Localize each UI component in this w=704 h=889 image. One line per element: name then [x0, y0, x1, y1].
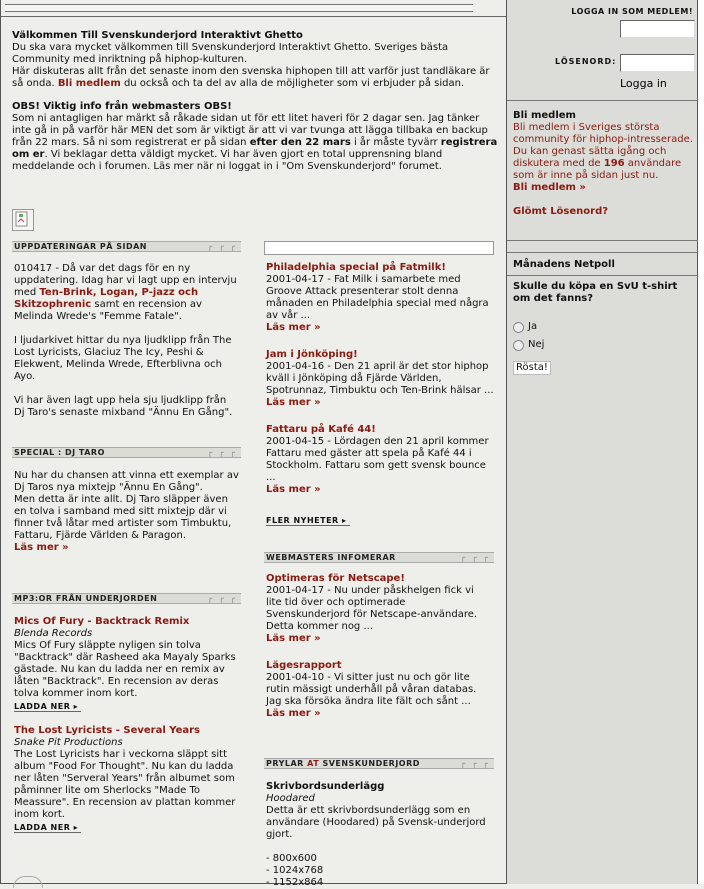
- welcome-text-3: du också och ta del av alla de möjligheter som vi erbjuder på sidan.: [120, 78, 465, 89]
- poll-body: [513, 281, 693, 375]
- updates-section: [12, 241, 241, 431]
- webmaster-read-more[interactable]: Läs mer »: [266, 708, 321, 719]
- news-text: 2001-04-16 - Den 21 april är det stor hiphop kväll i Jönköping då Fjärde Världen, Spotrunnaz, Timbuktu och Ten-Brink hälsar ...: [266, 361, 494, 396]
- top-bar: [5, 4, 473, 12]
- webmaster-text: 2001-04-17 - Nu under påskhelgen fick vi lite tid över och optimerade Svenskunderjord för Netscape-användare. Detta kommer nog ...: [266, 585, 478, 632]
- mp3-text: Mics Of Fury släppte nyligen sin tolva "Backtrack" där Rasheed aka Mayaly Sparks gästade. Nu kan du ladda ner en remix av låten "Backtrack". En recension av deras tolva kommer inom kort.: [14, 640, 236, 699]
- divider: [507, 100, 698, 101]
- join-link[interactable]: Bli medlem »: [513, 182, 586, 193]
- webmaster-title[interactable]: Lägesrapport: [266, 660, 342, 671]
- password-label: LÖSENORD:: [555, 57, 617, 66]
- welcome-text-2: Här diskuteras allt från det senaste inom den svenska hiphopen till att varför just tandläkare är så onda.: [12, 66, 490, 89]
- news-item: [266, 349, 494, 409]
- news-text: 2001-04-17 - Fat Milk i samarbete med Groove Attack presenterar stolt denna månaden en Philadelphia special med några av vår ...: [266, 274, 489, 321]
- news-item: [266, 424, 494, 496]
- online-count: 196: [603, 158, 625, 169]
- webmaster-read-more[interactable]: Läs mer »: [266, 633, 321, 644]
- news-section: [266, 262, 494, 527]
- divider: [507, 240, 698, 241]
- updates-text-3: Vi har även lagt upp hela sju ljudklipp från Dj Taro's senaste mixband "Ännu En Gång".: [14, 395, 233, 418]
- password-input[interactable]: [620, 54, 695, 72]
- radio-button[interactable]: [513, 340, 524, 351]
- webmaster-item: [266, 573, 492, 645]
- mp3-item: [14, 616, 239, 713]
- special-text-2: Men detta är inte allt. Dj Taro släpper även en tolva i samband med sitt mixtejp där vi finner två låtar med artister som Timbuktu, Fattaru, Fjärde Världen & Paragon.: [14, 494, 232, 541]
- special-header: SPECIAL : DJ TARO ┌ ┌ ┌: [12, 447, 241, 458]
- prylar-section: [264, 758, 494, 889]
- mp3-label: Snake Pit Productions: [14, 737, 123, 748]
- download-button[interactable]: LADDA NER ▸: [14, 702, 81, 712]
- download-button[interactable]: LADDA NER ▸: [14, 823, 81, 833]
- updates-header: UPPDATERINGAR PÅ SIDAN ┌ ┌ ┌: [12, 241, 241, 252]
- more-news-button[interactable]: FLER NYHETER ▸: [266, 516, 350, 526]
- webmasters-section: [264, 552, 494, 732]
- size-link[interactable]: - 1024x768: [266, 865, 324, 876]
- member-text-b: användare som är inne på sidan just nu.: [513, 158, 682, 181]
- mp3-text: The Lost Lyricists har i veckorna släppt sitt album "Food For Thought". Nu kan du ladda ner låten "Serveral Years" från albumet som påminner lite om Sherlocks "Made To Meassure". En recension av plattan kommer inom kort.: [14, 749, 236, 820]
- obs-text-d: registrera om er: [12, 137, 498, 160]
- divider: [507, 275, 698, 276]
- vote-button[interactable]: Rösta!: [513, 361, 551, 375]
- mp3-section: [12, 593, 241, 834]
- special-read-more[interactable]: Läs mer »: [14, 542, 69, 553]
- avatar: [13, 876, 43, 888]
- news-read-more[interactable]: Läs mer »: [266, 397, 321, 408]
- obs-text-b: efter den 22 mars: [249, 137, 351, 148]
- poll-title: Månadens Netpoll: [513, 259, 615, 270]
- news-title[interactable]: Jam i Jönköping!: [266, 349, 358, 360]
- login-button[interactable]: Logga in: [620, 77, 667, 90]
- obs-text-c: i år måste tyvärr: [350, 137, 441, 148]
- updates-text-2: I ljudarkivet hittar du nya ljudklipp från The Lost Lyricists, Glaciuz The Icy, Peshi & Elekwent, Melinda Wrede, Efterblivna och Ayo.: [14, 335, 232, 382]
- news-item: [266, 262, 494, 334]
- login-title: LOGGA IN SOM MEDLEM!: [571, 7, 693, 16]
- mp3-title[interactable]: The Lost Lyricists - Several Years: [14, 725, 200, 736]
- radio-button[interactable]: [513, 322, 524, 333]
- page-edge: [698, 0, 704, 884]
- size-link[interactable]: - 800x600: [266, 853, 317, 864]
- news-read-more[interactable]: Läs mer »: [266, 322, 321, 333]
- news-title[interactable]: Fattaru på Kafé 44!: [266, 424, 376, 435]
- prylar-header: PRYLAR AT SVENSKUNDERJORD ┌ ┌ ┌: [264, 758, 494, 769]
- special-text-1: Nu har du chansen att vinna ett exemplar av Dj Taros nya mixtejp "Ännu En Gång".: [14, 470, 239, 493]
- updates-text-1: 010417 - Då var det dags för en ny uppdatering. Idag har vi lagt upp en intervju med Ten-Brink, Logan, P-jazz och Skitzophrenic samt en recension av Melinda Wrede's "Femme Fatale".: [14, 263, 237, 322]
- prylar-author: Hoodared: [266, 793, 315, 804]
- mp3-header: MP3:OR FRÅN UNDERJORDEN ┌ ┌ ┌: [12, 593, 241, 604]
- member-title: Bli medlem: [513, 110, 576, 121]
- news-title[interactable]: Philadelphia special på Fatmilk!: [266, 262, 446, 273]
- mp3-label: Blenda Records: [14, 628, 93, 639]
- poll-question: Skulle du köpa en SvU t-shirt om det fanns?: [513, 281, 678, 304]
- mp3-item: [14, 725, 239, 834]
- webmaster-text: 2001-04-10 - Vi sitter just nu och gör lite rutin mässigt underhåll på våran databas. Jag ska försöka ändra lite fält och sånt ...: [266, 672, 477, 707]
- poll-option[interactable]: Ja: [513, 321, 693, 333]
- webmasters-header: WEBMASTERS INFOMERAR ┌ ┌ ┌: [264, 552, 494, 563]
- interview-link[interactable]: Ten-Brink, Logan, P-jazz och Skitzophrenic: [14, 287, 199, 310]
- member-block: [513, 110, 693, 218]
- mp3-title[interactable]: Mics Of Fury - Backtrack Remix: [14, 616, 190, 627]
- poll-option[interactable]: Nej: [513, 339, 693, 351]
- sidebar: [507, 0, 698, 884]
- special-section: [12, 447, 241, 554]
- news-input[interactable]: [264, 241, 494, 255]
- news-read-more[interactable]: Läs mer »: [266, 484, 321, 495]
- poll-block: [513, 259, 693, 271]
- obs-title: OBS! Viktig info från webmasters OBS!: [12, 101, 232, 112]
- prylar-title[interactable]: Skrivbordsunderlägg: [266, 781, 385, 792]
- username-input[interactable]: [620, 20, 695, 38]
- forgot-password-link[interactable]: Glömt Lösenord?: [513, 206, 609, 217]
- intro: [12, 30, 498, 184]
- prylar-text: Detta är ett skrivbordsunderlägg som en användare (Hoodared) på Svensk-underjord gjort.: [266, 805, 486, 840]
- obs-text-e: . Vi beklagar detta väldigt mycket. Vi har även gjort en total upprensning bland meddelande och i forumen. Läs mer när ni loggat in i "Om Svenskunderjord" forumet.: [12, 149, 443, 172]
- obs-text-a: Som ni antagligen har märkt så råkade sidan ut för ett litet haveri för 2 dagar sen. Jag tänker inte gå in på varför här MEN det som är viktigt är att vi var tvunga att lägga tillbaka en backup från 22 mars. Så ni som registrerat er på sidan: [12, 113, 488, 148]
- broken-image-icon: [12, 209, 34, 231]
- webmaster-item: [266, 660, 492, 720]
- webmaster-title[interactable]: Optimeras för Netscape!: [266, 573, 405, 584]
- divider: [507, 252, 698, 253]
- size-link[interactable]: - 1152x864: [266, 877, 324, 888]
- news-text: 2001-04-15 - Lördagen den 21 april kommer Fattaru med gäster att spela på Kafé 44 i Stockholm. Fattaru som gett svensk bounce ...: [266, 436, 489, 483]
- member-text-a: Bli medlem i Sveriges största community för hiphop-intresserade. Du kan genast sätta igång och diskutera med de: [513, 122, 693, 169]
- join-link[interactable]: Bli medlem: [57, 78, 121, 89]
- welcome-text: Du ska vara mycket välkommen till Svenskunderjord Interaktivt Ghetto. Sveriges bästa Community med inriktning på hiphop-kulturen.: [12, 42, 449, 65]
- welcome-title: Välkommen Till Svenskunderjord Interaktivt Ghetto: [12, 30, 303, 41]
- divider: [1, 16, 506, 17]
